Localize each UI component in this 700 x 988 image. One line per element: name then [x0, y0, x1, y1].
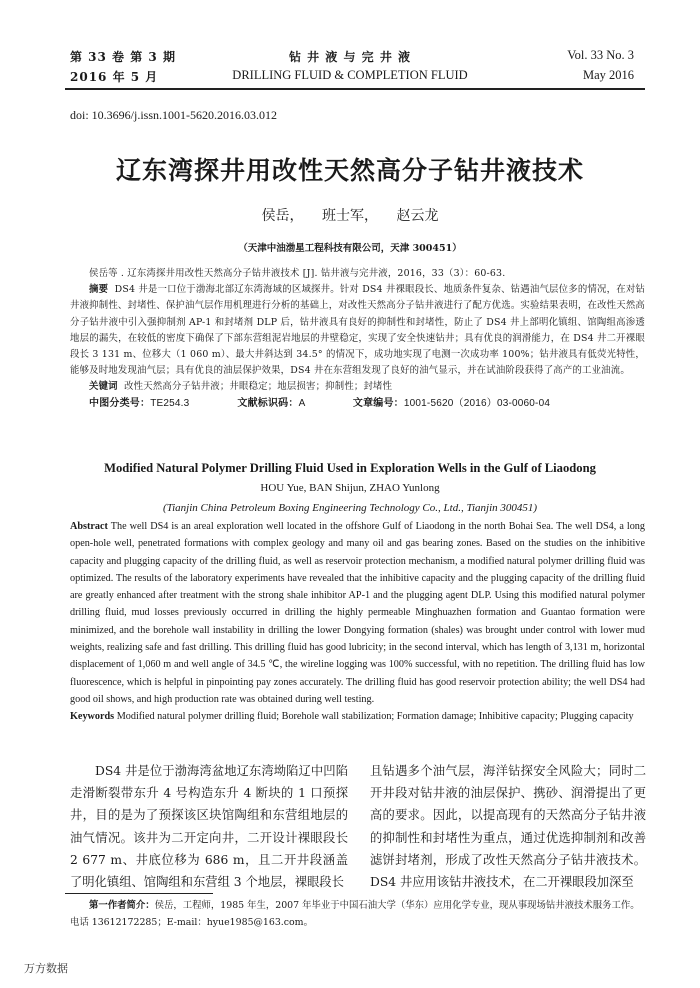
keywords-en: [70, 708, 645, 725]
doc-code-label: 文献标识码：: [237, 397, 299, 409]
abstract-text-en: The well DS4 is an areal exploration well located in the offshore Gulf of Liaodong in the north Bohai Sea. The well DS4, a long open-hole well, penetrated formations with complex geology and many oil and gas bearing zones. Based on the studies on the inhibitive capacity and plugging capacity of the drilling fluid, as well as reservoir protection mechanism, a modified natural polymer drilling fluid was optimized. The results of the laboratory experiments have revealed that the inhibitive capacity and the plugging capacity of the drilling fluid are greatly enhanced after treatment with the strong shale inhibitor AP-1 and the plugging agent DLP. Using this modified natural polymer drilling fluid, mud losses previously occurred in drilling the highly permeable Minghuazhen formation and Guantao formation were minimized, and the borehole wall instability in drilling the lower Dongying formation (shales) was brought under control with lower mud weights, realizing safe and fast drilling. This drilling fluid has good lubricity; in the second interval, which has length of 3,131 m, horizontal displacement of 1,060 m and well angle of 34.5 ℃, the wireline logging was 100% successful, with no repetition. The drilling fluid has low fluorescence, which is helpful in pinpointing pay zones accurately. The drilling fluid has good reservoir protection ability; the well DS4 had good oil shows, and high production rate was obtained during well testing.: [70, 521, 645, 705]
volume-issue-cn: 第 33 卷 第 3 期: [70, 50, 176, 64]
journal-title-cn: 钻 井 液 与 完 井 液: [288, 50, 412, 64]
paper-title-en: Modified Natural Polymer Drilling Fluid Used in Exploration Wells in the Gulf of Liaodong: [104, 461, 596, 475]
body-left-column: DS4 井是位于渤海湾盆地辽东湾坳陷辽中凹陷走滑断裂带东升 4 号构造东升 4 断块的 1 口预探井，目的是为了预探该区块馆陶组和东营组地层的油气情况。该井为二开定向井，二开设计裸眼段长 2 677 m、井底位移为 686 m，且二开井段涵盖了明化镇组、馆陶组和东营组 3 个地层，裸眼段长: [70, 764, 348, 890]
clc-label: 中图分类号：: [89, 397, 151, 409]
keywords-text-cn: 改性天然高分子钻井液；井眼稳定；地层损害；抑制性；封堵性: [124, 381, 393, 393]
classification-line: [70, 396, 645, 412]
footnote-label: 第一作者简介：: [89, 900, 155, 911]
abstract-cn: [70, 282, 645, 379]
clc-code: TE254.3: [150, 397, 190, 409]
keywords-cn: [70, 379, 645, 395]
abstract-en: [70, 518, 645, 708]
authors-cn: 侯岳， 班士军， 赵云龙: [261, 208, 439, 224]
watermark-text: 万方数据: [24, 962, 68, 975]
author-footnote: [70, 897, 645, 931]
citation-cn: 侯岳等 . 辽东湾探井用改性天然高分子钻井液技术 [J]. 钻井液与完井液，2016，33（3）：60-63.: [89, 268, 506, 279]
abstract-text-cn: DS4 井是一口位于渤海北部辽东湾海域的区域探井。针对 DS4 井裸眼段长、地质条件复杂、钻遇油气层位多的情况，在对钻井液抑制性、封堵性、保护油气层作用机理进行分析的基础上，对改性天然高分子钻井液进行了配方优选。实验结果表明，在改性天然高分子钻井液中引入强抑制剂 AP-1 和封堵剂 DLP 后，钻井液具有良好的抑制性和封堵性，防止了 DS4 井上部明化镇组、馆陶组高渗透地层的漏失，在较低的密度下确保了下部东营组泥岩地层的井壁稳定，实现了安全快速钻井；具有优良的润滑能力，在 DS4 井二开裸眼段长 3 131 m、位移大（1 060 m）、最大井斜达到 34.5° 的情况下，成功地实现了电测一次成功率 100%；钻井液具有低荧光特性，能够及时地发现油气层；具有优良的油层保护效果，DS4 井在东营组发现了良好的油气显示，并在试油阶段获得了高产的工业油流。: [70, 284, 645, 377]
article-no-label: 文章编号：: [352, 397, 404, 409]
journal-title-en: DRILLING FLUID & COMPLETION FLUID: [232, 68, 468, 82]
date-en: May 2016: [582, 68, 634, 82]
footnote-text: 侯岳，工程师，1985 年生，2007 年毕业于中国石油大学（华东）应用化学专业，现从事现场钻井液技术服务工作。电话 13612172285；E-mail：hyue1985@163.com。: [70, 900, 640, 928]
affiliation-en: (Tianjin China Petroleum Boxing Engineering Technology Co., Ltd., Tianjin 300451): [162, 502, 538, 514]
abstract-block-cn: [70, 266, 645, 412]
date-cn: 2016 年 5 月: [70, 70, 159, 84]
abstract-block-en: [70, 518, 645, 726]
abstract-label-en: Abstract: [70, 521, 108, 532]
doc-code: A: [298, 397, 305, 409]
footnote-rule: [65, 893, 213, 894]
volume-issue-en: Vol. 33 No. 3: [567, 48, 634, 62]
paper-title-cn: 辽东湾探井用改性天然高分子钻井液技术: [115, 156, 584, 185]
doi: doi: 10.3696/j.issn.1001-5620.2016.03.012: [70, 108, 278, 122]
affiliation-cn: （天津中油渤星工程科技有限公司，天津 300451）: [238, 243, 462, 254]
keywords-text-en: Modified natural polymer drilling fluid; Borehole wall stabilization; Formation damage; Inhibitive capacity; Plugging capacity: [114, 711, 634, 723]
authors-en: HOU Yue, BAN Shijun, ZHAO Yunlong: [260, 482, 440, 494]
abstract-label-cn: 摘要: [89, 284, 109, 296]
header-rule: [65, 88, 645, 90]
article-no: 1001-5620（2016）03-0060-04: [403, 397, 551, 409]
body-right-column: 且钻遇多个油气层，海洋钻探安全风险大；同时二开井段对钻井液的油层保护、携砂、润滑提出了更高的要求。因此，以提高现有的天然高分子钻井液的抑制性和封堵性为重点，通过优选抑制剂和改善滤饼封堵剂，形成了改性天然高分子钻井液技术。DS4 井应用该钻井液技术，在二开裸眼段加深至: [370, 764, 646, 890]
keywords-label-cn: 关键词: [89, 381, 118, 393]
keywords-label-en: Keywords: [70, 711, 115, 723]
